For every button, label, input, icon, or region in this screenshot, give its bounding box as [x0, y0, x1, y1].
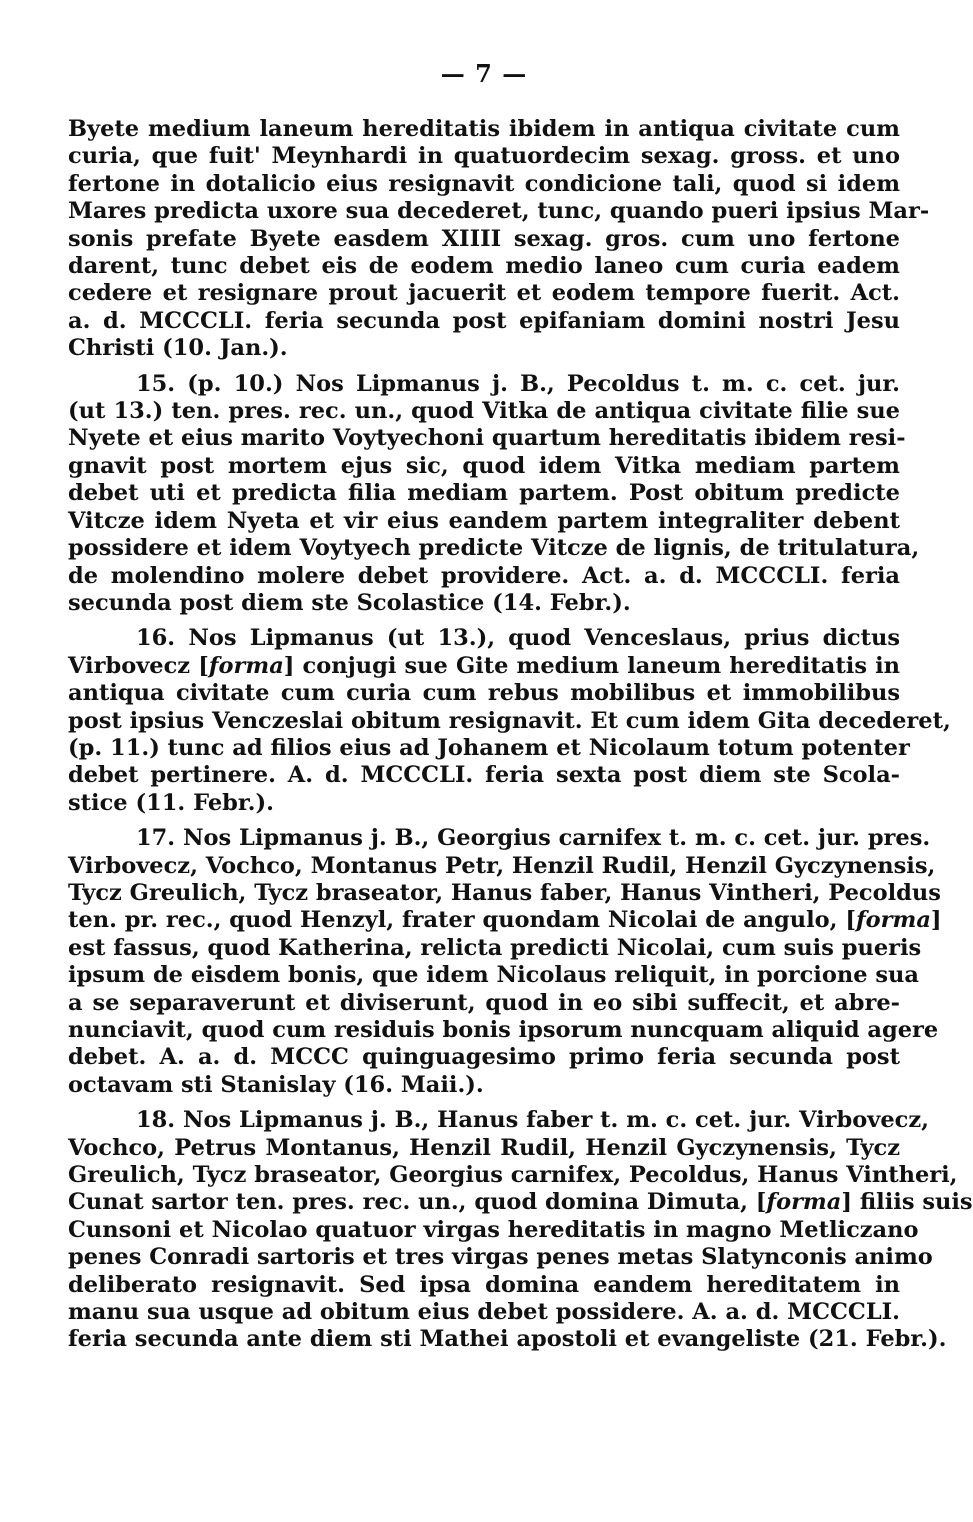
text-line: ipsum de eisdem bonis, que idem Nicolaus reliquit, in porcione sua: [68, 962, 919, 989]
entry-18: [68, 1107, 973, 1354]
text-line: est fassus, quod Katherina, relicta predicti Nicolai, cum suis pueris: [68, 934, 922, 961]
text-line: Cunat sartor ten. pres. rec. un., quod domina Dimuta, [forma] filiis suis: [68, 1189, 973, 1216]
text-line: (ut 13.) ten. pres. rec. un., quod Vitka de antiqua civitate filie sue: [68, 398, 900, 425]
text-line: Tycz Greulich, Tycz braseator, Hanus faber, Hanus Vintheri, Pecoldus: [68, 879, 941, 906]
text-line: Mares predicta uxore sua decederet, tunc, quando pueri ipsius Mar-: [68, 198, 930, 225]
text-line: deliberato resignavit. Sed ipsa domina eandem hereditatem in: [68, 1271, 900, 1298]
text-line: a. d. MCCCLI. feria secunda post epifaniam domini nostri Jesu: [68, 307, 900, 334]
text-line: Cunsoni et Nicolao quatuor virgas hereditatis in magno Metliczano: [68, 1216, 919, 1243]
text-line: darent, tunc debet eis de eodem medio laneo cum curia eadem: [68, 253, 900, 280]
text-line: fertone in dotalicio eius resignavit condicione tali, quod si idem: [68, 170, 900, 197]
text-line: Vochco, Petrus Montanus, Henzil Rudil, Henzil Gyczynensis, Tycz: [68, 1134, 900, 1161]
text-line: octavam sti Stanislay (16. Maii.).: [68, 1071, 484, 1098]
text-line: 16. Nos Lipmanus (ut 13.), quod Venceslaus, prius dictus: [136, 625, 900, 652]
text-line: nunciavit, quod cum residuis bonis ipsorum nuncquam aliquid agere: [68, 1017, 939, 1043]
text-line: secunda post diem ste Scolastice (14. Febr.).: [68, 589, 631, 616]
text-line: Virbovecz [forma] conjugi sue Gite medium laneum hereditatis in: [68, 652, 900, 679]
entry-16: [68, 625, 951, 817]
text-line: sonis prefate Byete easdem XIIII sexag. gros. cum uno fertone: [68, 225, 900, 252]
text-line: de molendino molere debet providere. Act. a. d. MCCCLI. feria: [68, 562, 900, 589]
forma-note: forma: [766, 1189, 842, 1216]
text-line: feria secunda ante diem sti Mathei apostoli et evangeliste (21. Febr.).: [68, 1326, 947, 1353]
text-line: Virbovecz, Vochco, Montanus Petr, Henzil Rudil, Henzil Gyczynensis,: [68, 852, 936, 879]
entry-continued: [68, 116, 930, 363]
text-line: Byete medium laneum hereditatis ibidem in antiqua civitate cum: [68, 116, 900, 142]
text-line: stice (11. Febr.).: [68, 789, 274, 816]
entry-17: [68, 825, 942, 1099]
text-line: manu sua usque ad obitum eius debet possidere. A. a. d. MCCCLI.: [68, 1299, 900, 1326]
text-line: Vitcze idem Nyeta et vir eius eandem partem integraliter debent: [68, 507, 900, 534]
text-line: 15. (p. 10.) Nos Lipmanus j. B., Pecoldus t. m. c. cet. jur.: [136, 370, 900, 397]
text-line: (p. 11.) tunc ad filios eius ad Johanem et Nicolaum totum potenter: [68, 734, 910, 761]
text-line: ten. pr. rec., quod Henzyl, frater quondam Nicolai de angulo, [forma]: [68, 907, 942, 934]
text-line: debet uti et predicta filia mediam partem. Post obitum predicte: [68, 480, 900, 507]
text-line: a se separaverunt et diviserunt, quod in eo sibi suffecit, et abre-: [68, 989, 900, 1016]
text-line: Christi (10. Jan.).: [68, 335, 288, 362]
forma-note: forma: [855, 907, 931, 934]
text-line: cedere et resignare prout jacuerit et eodem tempore fuerit. Act.: [68, 280, 900, 307]
text-line: 18. Nos Lipmanus j. B., Hanus faber t. m. c. cet. jur. Virbovecz,: [136, 1107, 929, 1134]
text-line: possidere et idem Voytyech predicte Vitcze de lignis, de tritulatura,: [68, 535, 920, 562]
text-line: gnavit post mortem ejus sic, quod idem Vitka mediam partem: [68, 452, 900, 479]
entry-15: [68, 370, 920, 618]
text-line: curia, que fuit' Meynhardi in quatuordecim sexag. gross. et uno: [68, 143, 900, 170]
text-line: 17. Nos Lipmanus j. B., Georgius carnifex t. m. c. cet. jur. pres.: [136, 825, 931, 852]
page-number: — 7 —: [440, 59, 528, 88]
forma-note: forma: [208, 652, 284, 679]
text-line: Greulich, Tycz braseator, Georgius carnifex, Pecoldus, Hanus Vintheri,: [68, 1162, 958, 1189]
text-line: penes Conradi sartoris et tres virgas penes metas Slatynconis animo: [68, 1244, 933, 1271]
text-line: antiqua civitate cum curia cum rebus mobilibus et immobilibus: [68, 680, 900, 707]
text-line: post ipsius Venczeslai obitum resignavit. Et cum idem Gita decederet,: [68, 707, 951, 734]
text-line: Nyete et eius marito Voytyechoni quartum hereditatis ibidem resi-: [68, 425, 906, 452]
text-line: debet. A. a. d. MCCC quinguagesimo primo feria secunda post: [68, 1044, 900, 1071]
text-line: debet pertinere. A. d. MCCCLI. feria sexta post diem ste Scola-: [68, 762, 900, 789]
